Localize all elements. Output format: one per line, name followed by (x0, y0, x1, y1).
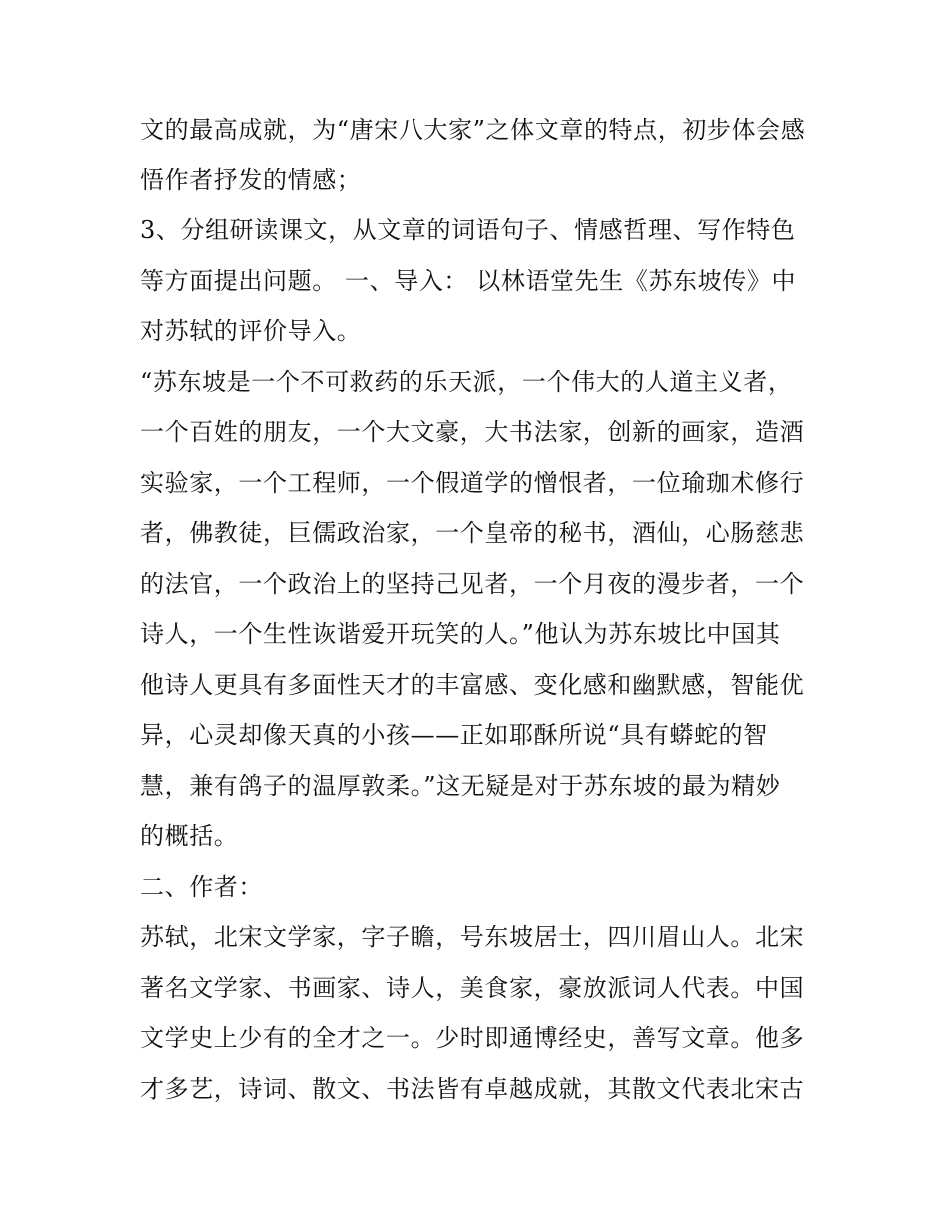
text-line: 他诗人更具有多面性天才的丰富感、变化感和幽默感，智能优 (140, 671, 805, 699)
text-line: 的概括。 (140, 822, 239, 850)
text-line: 等方面提出问题。 一、导入： 以林语堂先生《苏东坡传》中 (140, 267, 797, 295)
section-heading: 二、作者： (140, 873, 263, 901)
text-line: 著名文学家、书画家、诗人，美食家，豪放派词人代表。中国 (140, 974, 805, 1002)
text-line: 悟作者抒发的情感； (140, 166, 362, 194)
text-line: “苏东坡是一个不可救药的乐天派，一个伟大的人道主义者， (140, 368, 793, 396)
text-line: 慧，兼有鸽子的温厚敦柔。”这无疑是对于苏东坡的最为精妙 (140, 772, 781, 800)
text-line: 才多艺，诗词、散文、书法皆有卓越成就，其散文代表北宋古 (140, 1075, 805, 1103)
text-line: 对苏轼的评价导入。 (140, 317, 362, 345)
text-line: 诗人，一个生性诙谐爱开玩笑的人。”他认为苏东坡比中国其 (140, 620, 781, 648)
text-line: 实验家，一个工程师，一个假道学的憎恨者，一位瑜珈术修行 (140, 469, 805, 497)
text-line: 3、分组研读课文，从文章的词语句子、情感哲理、写作特色 (140, 216, 796, 244)
text-line: 一个百姓的朋友，一个大文豪，大书法家，创新的画家，造酒 (140, 418, 805, 446)
text-line: 异，心灵却像天真的小孩——正如耶酥所说“具有蟒蛇的智 (140, 721, 768, 749)
text-line: 的法官，一个政治上的坚持己见者，一个月夜的漫步者，一个 (140, 570, 805, 598)
text-line: 文的最高成就，为“唐宋八大家”之体文章的特点，初步体会感 (140, 116, 806, 144)
text-line: 苏轼，北宋文学家，字子瞻，号东坡居士，四川眉山人。北宋 (140, 923, 805, 951)
text-line: 文学史上少有的全才之一。少时即通博经史，善写文章。他多 (140, 1024, 805, 1052)
text-line: 者，佛教徒，巨儒政治家，一个皇帝的秘书，酒仙，心肠慈悲 (140, 519, 805, 547)
